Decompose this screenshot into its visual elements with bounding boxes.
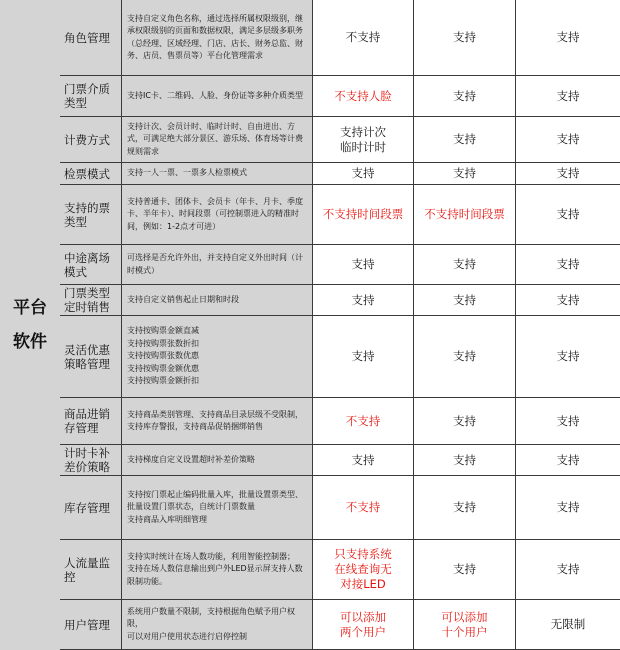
feature-description [122, 316, 313, 398]
feature-description-text: 支持自定义销售起止日期和时段 [127, 294, 239, 304]
feature-description [122, 163, 313, 185]
feature-description-text: 支持梯度自定义设置超时补差价策略 [127, 454, 255, 464]
tier1-value [313, 117, 414, 163]
tier1-value [313, 0, 414, 76]
tier1-value-text: 支持 [351, 292, 375, 307]
tier2-value-text: 支持 [453, 452, 476, 467]
tier2-value-text: 支持 [453, 413, 476, 428]
feature-name [60, 316, 122, 398]
tier3-value-text: 支持 [556, 413, 580, 428]
feature-name [60, 117, 122, 163]
tier1-value-text: 不支持 [345, 30, 381, 44]
feature-name-text: 支持的票类型 [64, 200, 110, 229]
table-row [0, 398, 620, 445]
feature-description-text: 支持计次、会员计时、临时计时、自由进出、方式，可满足绝大部分景区、游乐场、体育场等计费规则需求 [127, 121, 303, 156]
feature-name-text: 门票类型定时销售 [64, 286, 110, 314]
tier2-value [414, 76, 516, 117]
feature-name-text: 灵活优惠策略管理 [64, 342, 110, 371]
table-row [0, 316, 620, 398]
feature-name-text: 计费方式 [64, 132, 110, 147]
feature-description [122, 540, 313, 600]
feature-name-text: 角色管理 [64, 30, 110, 45]
feature-description-text: 支持IC卡、二维码、人脸、身份证等多种介质类型 [127, 90, 303, 100]
feature-description-text: 可选择是否允许外出，并支持自定义外出时间（计时模式） [127, 253, 303, 275]
tier2-value [414, 163, 516, 185]
feature-name-text: 检票模式 [64, 166, 110, 181]
tier1-value-text: 可以添加两个用户 [339, 609, 386, 639]
tier2-value-text: 支持 [453, 349, 476, 363]
feature-name [60, 540, 122, 600]
tier2-value-text: 支持 [453, 132, 476, 146]
tier1-value [313, 398, 414, 445]
tier2-value [414, 316, 516, 398]
feature-description-text: 支持商品类别管理、支持商品目录层级不受限制，支持库存警报，支持商品促销捆绑销售 [127, 409, 303, 431]
tier3-value-text: 支持 [556, 132, 580, 146]
feature-name-text: 计时卡补差价策略 [64, 446, 110, 474]
tier1-value-text: 支持 [351, 166, 375, 180]
table-row [0, 245, 620, 285]
tier3-value [516, 76, 620, 117]
tier3-value-text: 支持 [556, 30, 580, 44]
feature-name-text: 人流量监控 [64, 555, 110, 584]
feature-name-text: 库存管理 [64, 500, 110, 515]
feature-name [60, 163, 122, 185]
tier3-value-text: 支持 [556, 166, 580, 180]
feature-description-text: 支持一人一票、一票多人检票模式 [127, 168, 247, 178]
feature-name-text: 用户管理 [64, 617, 110, 632]
feature-description [122, 398, 313, 445]
tier3-value-text: 无限制 [550, 617, 586, 631]
tier2-value-text: 支持 [453, 562, 476, 576]
category-line1: 平台 [13, 298, 47, 318]
tier3-value [516, 445, 620, 476]
feature-name [60, 245, 122, 285]
tier2-value [414, 476, 516, 540]
tier3-value-text: 支持 [556, 500, 580, 514]
feature-name [60, 445, 122, 476]
tier2-value-text: 支持 [453, 166, 476, 180]
feature-name [60, 398, 122, 445]
feature-description [122, 185, 313, 245]
feature-description [122, 0, 313, 76]
feature-description [122, 117, 313, 163]
tier2-value-text: 支持 [453, 292, 476, 307]
feature-name [60, 476, 122, 540]
tier2-value [414, 398, 516, 445]
category-line2: 软件 [13, 332, 47, 352]
tier1-value [313, 185, 414, 245]
tier3-value-text: 支持 [556, 349, 580, 363]
feature-name [60, 285, 122, 316]
feature-name [60, 600, 122, 650]
feature-description [122, 245, 313, 285]
feature-description-text: 支持实时统计在场人数功能，利用智能控制器； 支持在场人数信息输出到户外LED显示屏支持人数限制功能。 [127, 551, 303, 586]
tier3-value [516, 163, 620, 185]
tier2-value [414, 600, 516, 650]
tier2-value [414, 245, 516, 285]
tier3-value [516, 117, 620, 163]
tier1-value [313, 476, 414, 540]
tier3-value [516, 398, 620, 445]
feature-description [122, 476, 313, 540]
tier2-value-text: 不支持时间段票 [424, 207, 505, 221]
tier3-value [516, 316, 620, 398]
tier1-value [313, 245, 414, 285]
feature-description-text: 支持按购票金额直减 支持按购票张数折扣 支持按购票张数优惠 支持按购票金额优惠 支持按购票金额折扣 [127, 326, 199, 386]
tier1-value-text: 不支持 [345, 500, 381, 514]
tier2-value-text: 支持 [453, 30, 476, 44]
tier3-value-text: 支持 [556, 257, 580, 271]
feature-description [122, 76, 313, 117]
table-row [0, 76, 620, 117]
table-row [0, 476, 620, 540]
tier1-value-text: 支持计次 临时计时 [339, 124, 386, 154]
tier2-value [414, 445, 516, 476]
table-row [0, 540, 620, 600]
table-row [0, 185, 620, 245]
feature-name-text: 中途离场模式 [64, 250, 110, 279]
tier1-value-text: 不支持 [345, 413, 381, 428]
feature-description [122, 445, 313, 476]
table-row [0, 445, 620, 476]
table-row [0, 285, 620, 316]
tier3-value [516, 476, 620, 540]
tier3-value-text: 支持 [556, 88, 580, 103]
feature-name [60, 185, 122, 245]
table-row [0, 600, 620, 650]
tier1-value [313, 285, 414, 316]
feature-name [60, 0, 122, 76]
tier3-value [516, 245, 620, 285]
tier2-value-text: 支持 [453, 88, 476, 103]
tier2-value [414, 0, 516, 76]
tier2-value [414, 285, 516, 316]
tier1-value-text: 不支持时间段票 [322, 207, 404, 221]
tier3-value-text: 支持 [556, 452, 580, 467]
tier1-value [313, 600, 414, 650]
feature-description-text: 支持按门票起止编码批量入库，批量设置票类型、批量设置门票状态，自统计门票数量 支持商品入库明细管理 [127, 489, 303, 524]
tier1-value [313, 445, 414, 476]
tier2-value [414, 185, 516, 245]
tier3-value [516, 285, 620, 316]
feature-description-text: 支持自定义角色名称，通过选择所属权限级别，继承权限级别的页面和数据权限，满足多层级多职务（总经理、区域经理、门店、店长、财务总监、财务、店员、售票员等）平台化管理需求 [127, 13, 303, 60]
tier2-value-text: 可以添加十个用户 [441, 609, 488, 639]
tier1-value [313, 76, 414, 117]
tier1-value-text: 不支持人脸 [334, 88, 392, 103]
feature-name-text: 商品进销存管理 [64, 407, 110, 435]
tier3-value [516, 540, 620, 600]
feature-description-text: 支持普通卡、团体卡、会员卡（年卡、月卡、季度卡、半年卡）、时间段票（可控制票进入的精准时间，例如：1-2点才可进） [127, 196, 303, 231]
feature-description [122, 285, 313, 316]
tier1-value [313, 540, 414, 600]
table-row [0, 163, 620, 185]
feature-name [60, 76, 122, 117]
tier3-value-text: 支持 [556, 292, 580, 307]
table-row [0, 0, 620, 76]
tier3-value [516, 0, 620, 76]
tier1-value-text: 只支持系统在线查询无对接LED [334, 547, 392, 591]
tier1-value [313, 163, 414, 185]
tier3-value [516, 185, 620, 245]
tier1-value-text: 支持 [351, 349, 375, 363]
tier1-value [313, 316, 414, 398]
tier3-value-text: 支持 [556, 207, 580, 221]
tier3-value [516, 600, 620, 650]
feature-name-text: 门票介质类型 [64, 82, 110, 110]
table-row [0, 117, 620, 163]
tier1-value-text: 支持 [351, 452, 375, 467]
tier3-value-text: 支持 [556, 562, 580, 576]
tier2-value [414, 117, 516, 163]
tier1-value-text: 支持 [351, 257, 375, 271]
tier2-value [414, 540, 516, 600]
feature-description-text: 系统用户数量不限制，支持根据角色赋予用户权限， 可以对用户使用状态进行启停控制 [127, 606, 295, 641]
tier2-value-text: 支持 [453, 257, 476, 271]
feature-description [122, 600, 313, 650]
tier2-value-text: 支持 [453, 500, 476, 514]
